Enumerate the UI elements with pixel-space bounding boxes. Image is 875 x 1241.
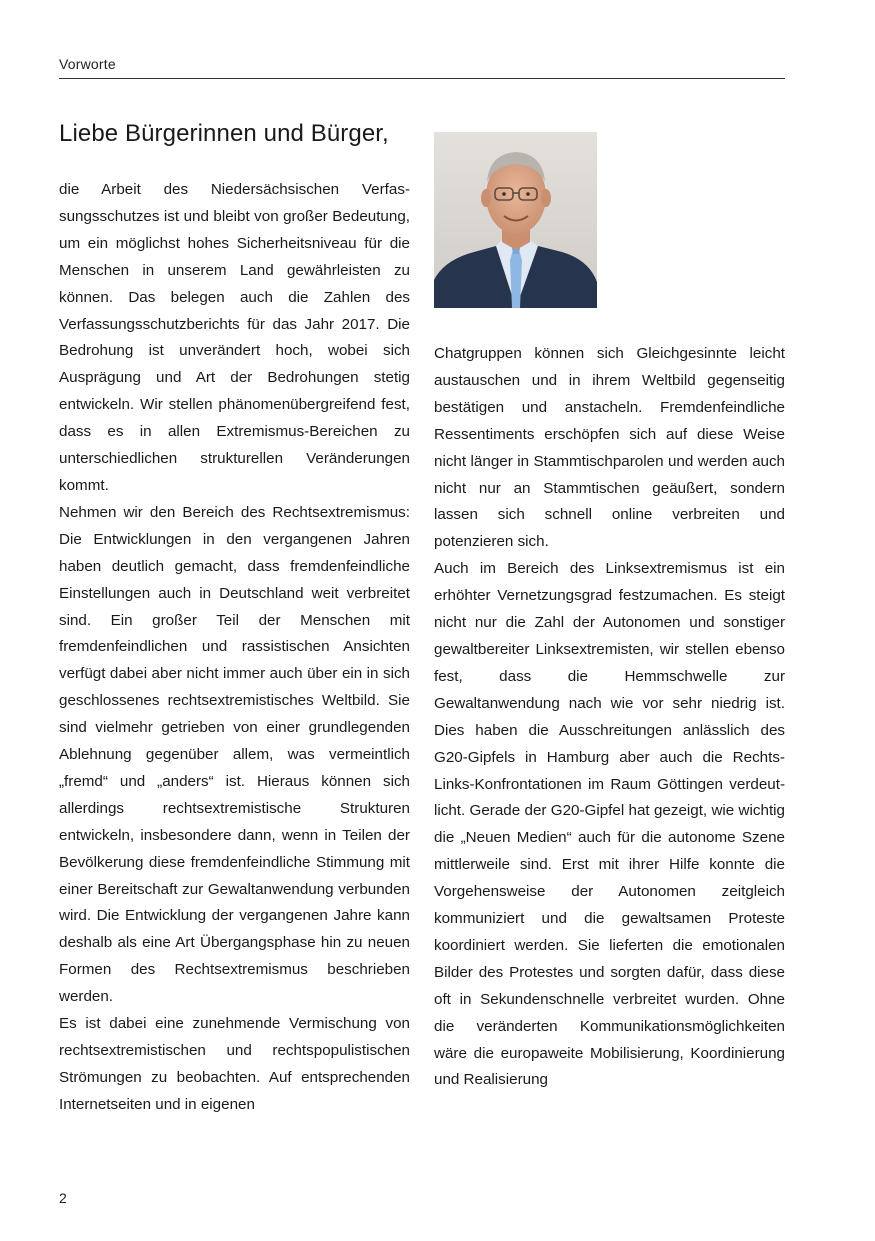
paragraph-left-wing-extremism: Auch im Bereich des Linksextremismus ist ein erhöhter Vernetzungsgrad festzumachen. Es steigt nicht nur die Zahl der Autonomen und sonstiger gewaltbereiter Linksextremisten, wir stellen ebenso fest, dass die Hemmschwelle zur Gewaltanwendung nach wie vor sehr niedrig ist. Dies haben die Ausschreitungen anlässlich des G20-Gipfels in Hamburg aber auch die Rechts-Links-Konfrontationen im Raum Göttingen verdeutlicht. Gerade der G20-Gipfel hat gezeigt, wie wichtig die „Neuen Medien“ auch für die autonome Szene mittlerweile sind. Erst mit ihrer Hilfe konnte die Vorgehensweise der Autonomen zeitgleich kommuniziert und die gewaltsamen Proteste koordiniert werden. Sie lieferten die emotionalen Bilder des Protestes und sorgten dafür, dass diese oft in Sekundenschnelle verbreitet wurden. Ohne die veränderten Kommunikationsmöglichkeiten wäre die europaweite Mobilisierung, Koordinierung und Realisierung xyxy=(434,560,785,1089)
header-rule xyxy=(59,78,785,79)
page-number: 2 xyxy=(59,1190,67,1206)
paragraph-mixing-currents: Es ist dabei eine zunehmende Vermischung von rechtsextremistischen und rechtspopulistischen Strömungen zu beobachten. Auf entsprechenden Internetseiten und in eigenen xyxy=(59,1015,410,1113)
salutation-heading: Liebe Bürgerinnen und Bürger, xyxy=(59,120,389,147)
running-header: Vorworte xyxy=(59,56,116,72)
portrait-photo xyxy=(434,132,597,308)
paragraph-chat-groups: Chatgruppen können sich Gleichgesinnte leicht austauschen und in ihrem Weltbild gegenseitig bestätigen und anstacheln. Fremdenfeindliche Ressentiments erschöpfen sich auf diese Weise nicht länger in Stammtischparolen und werden auch nicht nur an Stammtischen geäußert, sondern lassen sich schnell online verbreiten und potenzieren sich. xyxy=(434,345,785,551)
paragraph-right-wing-extremism: Nehmen wir den Bereich des Rechtsextremismus: Die Entwicklungen in den vergangenen Jahren haben deutlich gemacht, dass fremdenfeindliche Einstellungen auch in Deutschland weit verbreitet sind. Ein großer Teil der Menschen mit fremdenfeindlichen und rassistischen Ansichten verfügt dabei aber nicht immer auch über ein in sich geschlossenes rechtsextremistisches Weltbild. Sie sind vielmehr getrieben von einer grundlegenden Ablehnung gegenüber allem, was vermeintlich „fremd“ und „anders“ ist. Hieraus können sich allerdings rechtsextremistische Strukturen entwickeln, insbesondere dann, wenn in Teilen der Bevölkerung diese fremdenfeindliche Stimmung mit einer Bereitschaft zur Gewaltanwendung verbunden wird. Die Entwicklung der vergangenen Jahre kann deshalb als eine Art Übergangsphase hin zu neuen Formen des Rechtsextremismus beschrieben werden. xyxy=(59,503,410,1006)
right-text-column xyxy=(434,341,785,1094)
paragraph-intro: die Arbeit des Niedersächsischen Verfassungsschutzes ist und bleibt von großer Bedeutung, um ein möglichst hohes Sicherheitsniveau für die Menschen in unserem Land gewährleisten zu können. Das belegen auch die Zahlen des Verfassungsschutzberichts für das Jahr 2017. Die Bedrohung ist unverändert hoch, wobei sich Ausprägung und Art der Bedrohungen stetig entwickeln. Wir stellen phänomenübergreifend fest, dass es in allen Extremismus-Bereichen zu unterschiedlichen strukturellen Veränderungen kommt. xyxy=(59,181,410,494)
left-text-column xyxy=(59,177,410,1119)
